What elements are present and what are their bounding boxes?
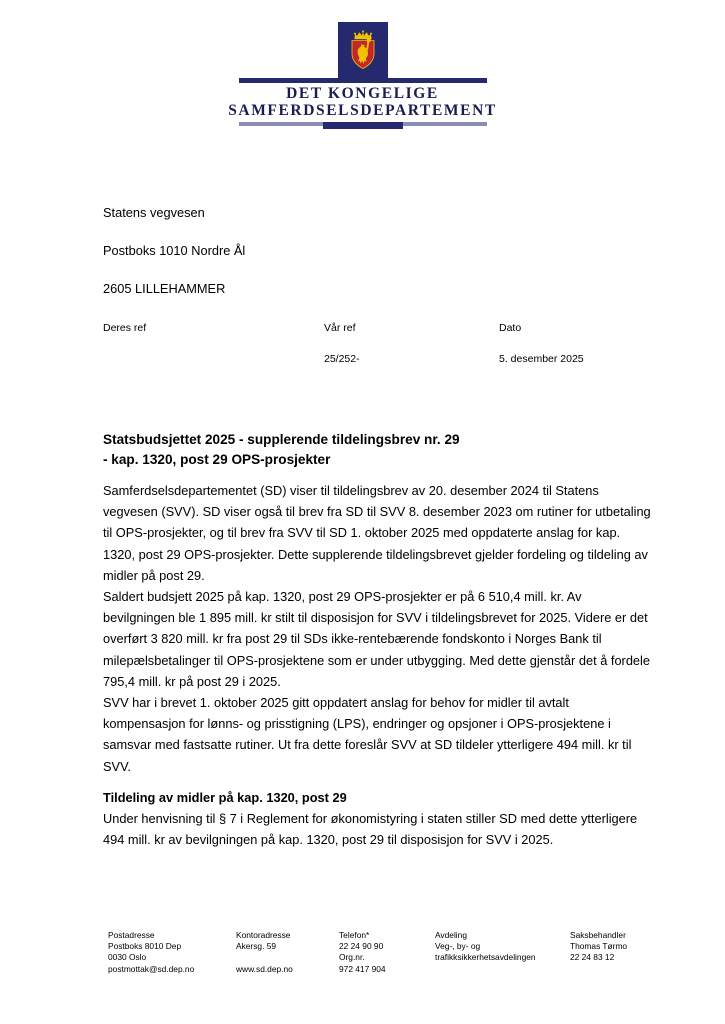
deres-ref-column: [103, 318, 146, 349]
dato-label: Dato: [499, 322, 522, 334]
footer-col4-line-2: trafikksikkerhetsavdelingen: [435, 952, 536, 963]
footer-col5-line-2: 22 24 83 12: [570, 952, 615, 963]
letterhead-line-1: DET KONGELIGE: [286, 85, 439, 102]
logo-bar-top: [239, 78, 487, 83]
addressee-line-3: 2605 LILLEHAMMER: [103, 281, 226, 296]
letterhead-text: [228, 86, 497, 119]
allocation-section: [103, 787, 651, 850]
footer-office-address: [236, 930, 293, 975]
footer-col1-label: Postadresse: [108, 930, 155, 940]
footer-col5-line-1: Thomas Tørmo: [570, 941, 628, 952]
footer-col2-line-3: www.sd.dep.no: [236, 963, 293, 974]
section-heading: Tildeling av midler på kap. 1320, post 29: [103, 790, 347, 805]
paragraph-3: SVV har i brevet 1. oktober 2025 gitt oppdatert anslag for behov for midler til avtalt kompensasjon for lønns- og prisstigning (LPS), endringer og opsjoner i OPS-prosjektene i samsvar med fastsatte rutiner. Ut fra dette foreslår SVV at SD tildeler ytterligere 494 mill. kr til SVV.: [103, 695, 632, 774]
footer-col4-label: Avdeling: [435, 930, 467, 940]
logo-bar-bottom: [239, 122, 487, 126]
coat-of-arms-icon: [338, 22, 388, 78]
footer-department: [435, 930, 570, 964]
footer-col3-line-3: 972 417 904: [339, 963, 386, 974]
var-ref-column: [324, 318, 360, 370]
footer-col2-label: Kontoradresse: [236, 930, 291, 940]
paragraph-2: Saldert budsjett 2025 på kap. 1320, post 29 OPS-prosjekter er på 6 510,4 mill. kr. Av bevilgningen ble 1 895 mill. kr stilt til disposisjon for SVV i tildelingsbrevet for 2025. Videre er det overført 3 820 mill. kr fra post 29 til SDs ikke-rentebærende fondskonto i Norges Bank til milepælsbetalinger til OPS-prosjektene som er under utbygging. Med dette gjenstår det å fordele 795,4 mill. kr på post 29 i 2025.: [103, 589, 651, 689]
footer-col4-line-1: Veg-, by- og: [435, 941, 481, 952]
dato-value: 5. desember 2025: [499, 353, 584, 365]
var-ref-label: Vår ref: [324, 322, 356, 334]
footer-col2-line-1: Akersg. 59: [236, 941, 277, 952]
addressee-line-2: Postboks 1010 Nordre Ål: [103, 243, 246, 258]
footer-col3-line-2: Org.nr.: [339, 952, 365, 963]
var-ref-value: 25/252-: [324, 353, 360, 365]
document-title-line-2: - kap. 1320, post 29 OPS-prosjekter: [103, 451, 331, 467]
letterhead-line-2: SAMFERDSELSDEPARTEMENT: [228, 101, 497, 119]
footer-col1-line-2: 0030 Oslo: [108, 952, 147, 963]
document-title-line-1: Statsbudsjettet 2025 - supplerende tildelingsbrev nr. 29: [103, 432, 460, 447]
deres-ref-label: Deres ref: [103, 322, 147, 334]
footer-col1-line-1: Postboks 8010 Dep: [108, 941, 182, 952]
footer-col5-label: Saksbehandler: [570, 930, 626, 940]
norwegian-crest-svg: [348, 30, 378, 70]
document-title: [103, 430, 648, 469]
section-body: Under henvisning til § 7 i Reglement for økonomistyring i staten stiller SD med dette ytterligere 494 mill. kr av bevilgningen på kap. 1320, post 29 til disposisjon for SVV i 2025.: [103, 811, 638, 848]
footer-telephone: [339, 930, 386, 975]
footer-col3-label: Telefon*: [339, 930, 370, 940]
footer-col1-line-3: postmottak@sd.dep.no: [108, 963, 195, 974]
addressee-line-1: Statens vegvesen: [103, 205, 205, 220]
paragraph-1: Samferdselsdepartementet (SD) viser til tildelingsbrev av 20. desember 2024 til Statens vegvesen (SVV). SD viser også til brev fra SD til SVV 8. desember 2023 om rutiner for utbetaling til OPS-prosjekter, og til brev fra SVV til SD 1. oktober 2025 med oppdaterte anslag for kap. 1320, post 29 OPS-prosjekter. Dette supplerende tildelingsbrevet gjelder fordeling og tildeling av midler på post 29.: [103, 483, 651, 583]
addressee-block: [103, 184, 245, 317]
letterhead: [0, 22, 725, 126]
footer-postal-address: [108, 930, 194, 975]
dato-column: [499, 318, 584, 370]
footer-col2-spacer: [236, 952, 293, 963]
footer-case-officer: [570, 930, 627, 964]
footer-col3-line-1: 22 24 90 90: [339, 941, 384, 952]
